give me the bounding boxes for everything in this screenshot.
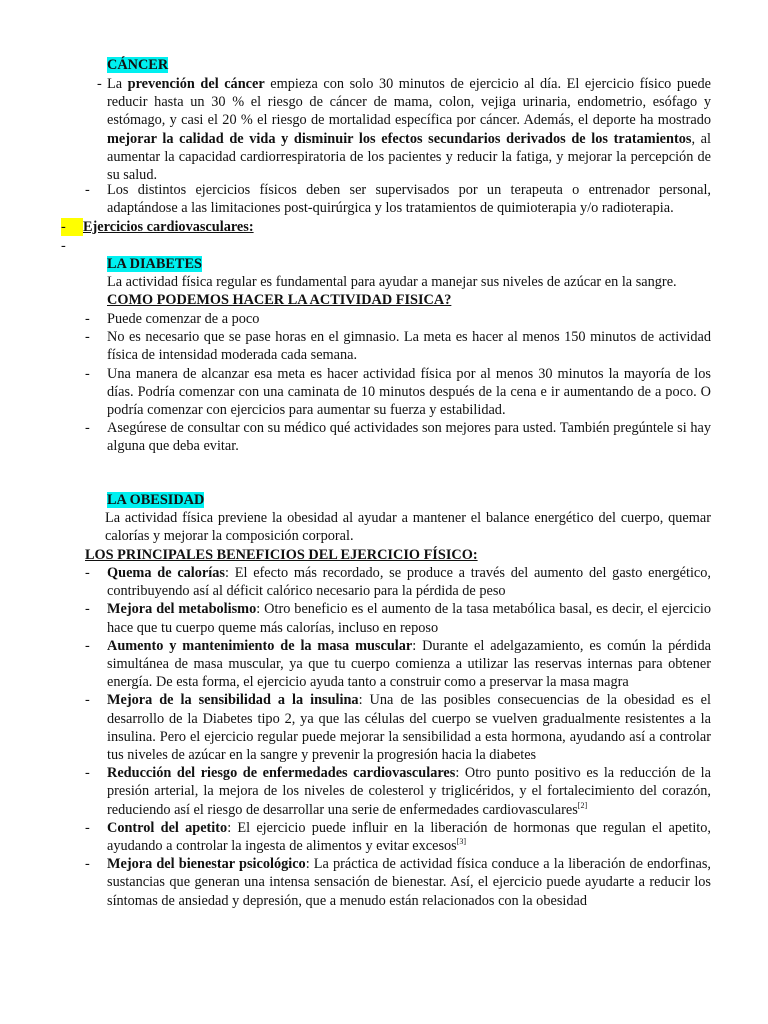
- benefits-heading: LOS PRINCIPALES BENEFICIOS DEL EJERCICIO FÍSICO:: [85, 547, 478, 563]
- footnote-ref[interactable]: [3]: [456, 837, 467, 847]
- obesidad-heading: LA OBESIDAD: [107, 492, 205, 508]
- list-item: - Puede comenzar de a poco: [85, 311, 260, 327]
- diabetes-subheading: COMO PODEMOS HACER LA ACTIVIDAD FISICA?: [107, 292, 452, 308]
- list-item: - Control del apetito: El ejercicio puede influir en la liberación de hormonas que regulan el apetito, ayudando a controlar la ingesta de alimentos y evitar excesos[3]: [85, 819, 711, 855]
- empty-dash-marker: -: [61, 238, 66, 254]
- list-item: - Mejora de la sensibilidad a la insulina: Una de las posibles consecuencias de la obesidad es el desarrollo de la Diabetes tipo 2, ya que las células del cuerpo se vuelven gradualmente resistentes a la insulina. Pero el ejercicio regular puede mejorar la sensibilidad a esta hormona, ayudando así a controlar tus niveles de azúcar en la sangre y prevenir la progresión hacia la diabetes: [85, 692, 711, 764]
- dash-marker: -: [85, 182, 90, 198]
- cancer-heading: CÁNCER: [107, 57, 169, 73]
- list-item: - Aumento y mantenimiento de la masa muscular: Durante el adelgazamiento, es común la pérdida simultánea de masa muscular, ya que tu cuerpo comienza a utilizar las reservas internas para obtener energía. De esta forma, el ejercicio ayuda tanto a construir como a preservar la masa magra: [85, 637, 711, 691]
- footnote-ref[interactable]: [2]: [577, 800, 588, 810]
- list-item: - Mejora del bienestar psicológico: La práctica de actividad física conduce a la liberación de endorfinas, sustancias que generan una intensa sensación de bienestar. Así, el ejercicio puede ayudarte a reducir los síntomas de ansiedad y depresión, que a menudo están relacionados con la obesidad: [85, 856, 712, 909]
- yellow-dash-marker: -: [61, 218, 83, 236]
- list-item: - Asegúrese de consultar con su médico qué actividades son mejores para usted. También pregúntele si hay alguna que deba evitar.: [85, 420, 711, 455]
- list-item: - Una manera de alcanzar esa meta es hacer actividad física por al menos 30 minutos la mayoría de los días. Podría comenzar con una caminata de 10 minutos después de la cena e ir aumentando de a poco. O podría comenzar con ejercicios para aumentar su fuerza y estabilidad.: [85, 365, 711, 419]
- diabetes-intro: La actividad física regular es fundamental para ayudar a manejar sus niveles de azúcar en la sangre.: [107, 274, 677, 290]
- benefits-list: [85, 564, 712, 910]
- diabetes-heading: LA DIABETES: [107, 256, 202, 272]
- dash-marker: -: [97, 76, 102, 92]
- cancer-paragraph-2: - Los distintos ejercicios físicos deben ser supervisados por un terapeuta o entrenador personal, adaptándose a las limitaciones post-quirúrgica y los tratamientos de quimioterapia y/o radioterapia.: [85, 182, 711, 217]
- list-item: - Quema de calorías: El efecto más recordado, se produce a través del aumento del gasto energético, contribuyendo así al déficit calórico necesario para la pérdida de peso: [85, 565, 711, 600]
- list-item: - No es necesario que se pase horas en el gimnasio. La meta es hacer al menos 150 minutos de actividad física de intensidad moderada cada semana.: [85, 329, 711, 364]
- list-item: - Mejora del metabolismo: Otro beneficio es el aumento de la tasa metabólica basal, es decir, el ejercicio hace que tu cuerpo queme más calorías, incluso en reposo: [85, 601, 711, 636]
- obesidad-intro: La actividad física previene la obesidad al ayudar a mantener el balance energético del cuerpo, quemar calorías y mejorar la composición corporal.: [105, 510, 711, 545]
- cancer-paragraph-1: - La prevención del cáncer empieza con solo 30 minutos de ejercicio al día. El ejercicio físico puede reducir hasta un 30 % el riesgo de cáncer de mama, colon, vejiga urinaria, endometrio, esófago y estómago, y casi el 20 % el riesgo de mortalidad específica por cáncer. Además, el deporte ha mostrado mejorar la calidad de vida y disminuir los efectos secundarios derivados de los tratamientos, al aumentar la capacidad cardiorrespiratoria de los pacientes y reducir la fatiga, y mejorar la percepción de su salud.: [97, 76, 712, 184]
- diabetes-list: [85, 310, 711, 456]
- list-item: - Reducción del riesgo de enfermedades cardiovasculares: Otro punto positivo es la reducción de la presión arterial, la mejora de los niveles de colesterol y triglicéridos, y el fortalecimiento del corazón, reduciendo así el riesgo de desarrollar una serie de enfermedades cardiovasculares[2]: [85, 765, 711, 818]
- cardio-heading: - Ejercicios cardiovasculares:: [61, 219, 254, 235]
